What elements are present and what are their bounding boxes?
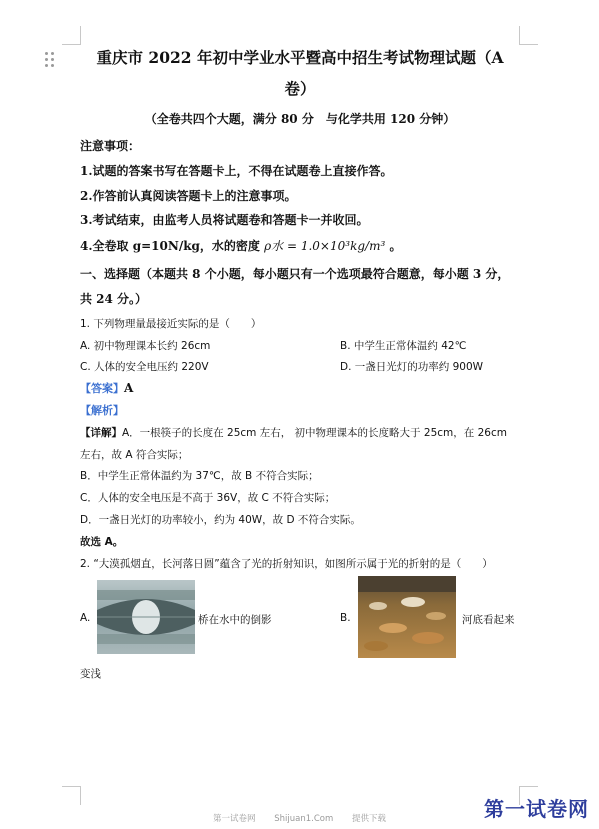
detail-text: 左右，故 A 符合实际； xyxy=(80,449,189,461)
page-corner-mark xyxy=(62,786,81,805)
detail-text: D．一盏日光灯的功率较小，约为 40W，故 D 不符合实际。 xyxy=(80,514,361,526)
notice-heading: 注意事项： xyxy=(80,139,141,153)
answer-row xyxy=(80,380,133,396)
notice-item-4 xyxy=(80,237,401,254)
detail-text: B．中学生正常体温约为 37℃，故 B 不符合实际； xyxy=(80,470,319,482)
footer-site-name: 第一试卷网 xyxy=(213,814,256,824)
riverbed-image xyxy=(358,576,456,658)
option-a-letter: A. xyxy=(80,612,91,624)
detail-tag: 【详解】 xyxy=(80,427,122,439)
section-heading-continued: 共 24 分。） xyxy=(80,292,148,306)
detail-text: A．一根筷子的长度在 25cm 左右， 初中物理课本的长度略大于 25cm，在 26cm xyxy=(122,427,507,439)
watermark-logo: 第一试卷网 xyxy=(484,797,589,821)
document-title-continued: 卷） xyxy=(284,79,316,98)
footer-note: 提供下载 xyxy=(351,814,386,824)
bridge-reflection-image xyxy=(97,580,195,654)
notice-item: 2.作答前认真阅读答题卡上的注意事项。 xyxy=(80,189,297,203)
option-b-text-continued: 变浅 xyxy=(80,668,101,680)
notice-item-suffix: 。 xyxy=(389,239,402,253)
detail-text: C．人体的安全电压是不高于 36V，故 C 不符合实际； xyxy=(80,492,336,504)
option-b: B. 中学生正常体温约 42℃ xyxy=(340,340,467,352)
page-corner-mark xyxy=(519,26,538,45)
option-a-text: 桥在水中的倒影 xyxy=(198,614,272,626)
option-b-letter: B. xyxy=(340,612,351,624)
drag-handle-icon[interactable] xyxy=(45,52,55,68)
section-heading: 一、选择题（本题共 8 个小题，每小题只有一个选项最符合题意，每小题 3 分， xyxy=(80,267,510,281)
answer-tag: 【答案】 xyxy=(80,382,124,395)
option-b-text: 河底看起来 xyxy=(462,614,515,626)
conclusion-text: 故选 A。 xyxy=(80,536,124,548)
notice-item: 3.考试结束，由监考人员将试题卷和答题卡一并收回。 xyxy=(80,213,369,227)
notice-item-text: 4.全卷取 g=10N/kg，水的密度 xyxy=(80,239,260,253)
document-title: 重庆市 2022 年初中学业水平暨高中招生考试物理试题（A xyxy=(96,48,504,67)
detail-row xyxy=(80,425,507,440)
page-corner-mark xyxy=(62,26,81,45)
option-c: C. 人体的安全电压约 220V xyxy=(80,361,209,373)
question-1-stem: 1. 下列物理量最接近实际的是（ ） xyxy=(80,318,262,330)
option-a: A. 初中物理课本长约 26cm xyxy=(80,340,211,352)
footer-site-url[interactable]: Shijuan1.Com xyxy=(274,814,334,824)
analysis-tag: 【解析】 xyxy=(80,404,124,417)
option-d: D. 一盏日光灯的功率约 900W xyxy=(340,361,484,373)
density-formula: ρ水 = 1.0×10³kg/m³ xyxy=(264,239,386,253)
answer-value: A xyxy=(124,381,134,395)
analysis-row xyxy=(80,402,124,418)
notice-item: 1.试题的答案书写在答题卡上，不得在试题卷上直接作答。 xyxy=(80,164,393,178)
question-2-stem: 2. “大漠孤烟直，长河落日圆”蕴含了光的折射知识，如图所示属于光的折射的是（ ） xyxy=(80,558,493,570)
document-subtitle: （全卷共四个大题，满分 80 分 与化学共用 120 分钟） xyxy=(144,112,456,126)
